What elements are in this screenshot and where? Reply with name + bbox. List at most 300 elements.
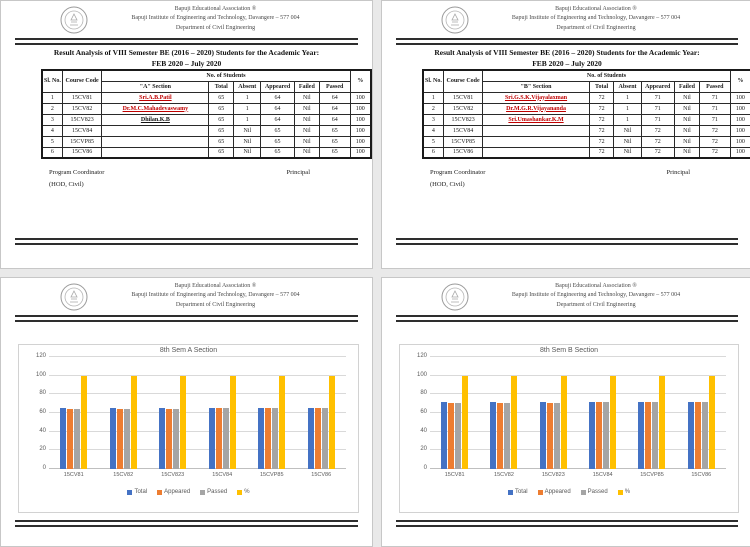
cell-total: 65 (209, 103, 234, 114)
legend-swatch (237, 490, 242, 495)
institution-crest-icon (59, 5, 89, 35)
bar-appeared (117, 409, 123, 469)
cell-failed: Nil (294, 136, 319, 147)
col-sl-no: Sl. No. (42, 70, 62, 92)
y-axis-tick-label: 120 (416, 353, 427, 359)
bar-percent (180, 376, 186, 469)
cell-absent: 1 (234, 92, 261, 103)
institution-crest-icon (59, 282, 89, 312)
cell-failed: Nil (294, 147, 319, 158)
cell-absent: 1 (614, 92, 641, 103)
bar-percent (131, 376, 137, 469)
cell-sl-no: 1 (423, 92, 443, 103)
cell-passed: 64 (319, 92, 350, 103)
bar-total (490, 402, 496, 469)
signature-program-coordinator: Program Coordinator (430, 169, 486, 176)
cell-total: 72 (589, 92, 614, 103)
bar-group-15CV81 (430, 357, 479, 469)
table-row (423, 103, 750, 114)
bar-total (540, 402, 546, 469)
header-association: Bapuji Educational Association ® (174, 6, 257, 12)
bar-appeared (166, 409, 172, 469)
cell-failed: Nil (294, 92, 319, 103)
legend-item-total (127, 489, 147, 495)
header-association: Bapuji Educational Association ® (174, 283, 257, 289)
cell-total: 65 (209, 114, 234, 125)
cell-sl-no: 4 (423, 125, 443, 136)
bar-percent (329, 376, 335, 469)
legend-swatch (157, 490, 162, 495)
bar-passed (272, 408, 278, 469)
legend-label: Appeared (544, 489, 571, 495)
y-axis-tick-label: 80 (420, 390, 427, 397)
signature-program-coordinator: Program Coordinator (49, 169, 105, 176)
bar-total (258, 408, 264, 469)
header-department: Department of Civil Engineering (556, 301, 636, 308)
cell-percent: 100 (350, 114, 371, 125)
cell-percent: 100 (730, 103, 750, 114)
legend-label: Passed (587, 489, 608, 495)
cell-percent: 100 (350, 92, 371, 103)
bar-passed (603, 402, 609, 469)
letterhead (1, 282, 372, 314)
result-table-a (41, 69, 372, 159)
cell-total: 65 (209, 147, 234, 158)
col-course-code: Course Code (443, 70, 483, 92)
cell-sl-no: 2 (423, 103, 443, 114)
bar-group-15CVP85 (247, 357, 297, 469)
cell-absent: 1 (234, 114, 261, 125)
cell-sl-no: 6 (423, 147, 443, 158)
cell-absent: Nil (234, 147, 261, 158)
y-axis-tick-label: 20 (420, 446, 427, 453)
bar-percent (81, 376, 87, 469)
legend-label: Passed (207, 489, 228, 495)
col-total: Total (209, 81, 234, 92)
bar-appeared (497, 403, 503, 469)
bar-percent (462, 376, 468, 469)
table-row (42, 125, 371, 136)
cell-course-code: 15CV86 (62, 147, 102, 158)
col-passed: Passed (700, 81, 731, 92)
bar-passed (652, 402, 658, 469)
institution-crest-icon (440, 5, 470, 35)
legend-item-appeared (157, 489, 190, 495)
legend-label: Appeared (164, 489, 191, 495)
cell-course-code: 15CV81 (443, 92, 483, 103)
legend-item-percent (618, 489, 630, 495)
bar-appeared (547, 403, 553, 469)
bar-total (209, 408, 215, 469)
cell-sl-no: 3 (423, 114, 443, 125)
x-axis-labels (430, 472, 726, 478)
legend-item-appeared (538, 489, 571, 495)
cell-teacher-name (102, 147, 209, 158)
header-institute: Bapuji Institute of Engineering and Technology, Davangere – 577 004 (511, 15, 681, 22)
cell-teacher-name: Sri.A.B.Patil (102, 92, 209, 103)
bar-percent (561, 376, 567, 469)
table-row (423, 136, 750, 147)
bar-group-15CV81 (49, 357, 99, 469)
header-institute: Bapuji Institute of Engineering and Technology, Davangere – 577 004 (511, 292, 681, 299)
col-section: "A" Section (102, 81, 209, 92)
header-divider (396, 315, 738, 322)
y-axis-tick-label: 40 (420, 427, 427, 434)
bar-group-15CV823 (148, 357, 198, 469)
cell-total: 72 (589, 136, 614, 147)
col-appeared: Appeared (261, 81, 294, 92)
cell-teacher-name: Dr.M.G.R.Vijayananda (483, 103, 589, 114)
cell-failed: Nil (674, 136, 699, 147)
cell-passed: 65 (319, 136, 350, 147)
legend-label: % (244, 489, 250, 495)
col-failed: Failed (674, 81, 699, 92)
cell-failed: Nil (674, 125, 699, 136)
x-axis-tick-label: 15CVP85 (259, 472, 284, 478)
cell-total: 72 (589, 103, 614, 114)
cell-course-code: 15CV84 (443, 125, 483, 136)
bar-chart-section-b (399, 344, 739, 513)
letterhead (382, 5, 750, 37)
cell-sl-no: 6 (42, 147, 62, 158)
cell-course-code: 15CV82 (62, 103, 102, 114)
col-sl-no: Sl. No. (423, 70, 443, 92)
table-row (42, 136, 371, 147)
cell-teacher-name: Sri.G.S.K.Vijayalaxman (483, 92, 589, 103)
cell-course-code: 15CVP85 (443, 136, 483, 147)
cell-passed: 71 (700, 92, 731, 103)
table-row (423, 125, 750, 136)
cell-passed: 64 (319, 114, 350, 125)
bar-percent (279, 376, 285, 469)
bar-passed (124, 409, 130, 469)
bar-appeared (216, 408, 222, 469)
document-page-1[interactable] (0, 0, 373, 269)
document-page-3[interactable] (0, 277, 373, 547)
cell-absent: Nil (614, 147, 641, 158)
x-axis-tick-label: 15CV823 (161, 472, 185, 478)
cell-course-code: 15CVP85 (62, 136, 102, 147)
institution-crest-icon (440, 282, 470, 312)
bar-group-15CV84 (198, 357, 248, 469)
col-appeared: Appeared (641, 81, 674, 92)
table-row (42, 103, 371, 114)
cell-passed: 71 (700, 114, 731, 125)
cell-failed: Nil (674, 92, 699, 103)
cell-teacher-name (102, 125, 209, 136)
cell-total: 72 (589, 114, 614, 125)
cell-appeared: 65 (261, 147, 294, 158)
signature-hod: (HOD, Civil) (49, 181, 84, 188)
bar-passed (74, 409, 80, 469)
cell-percent: 100 (350, 147, 371, 158)
cell-percent: 100 (350, 103, 371, 114)
cell-absent: 1 (614, 114, 641, 125)
table-row (423, 92, 750, 103)
legend-label: Total (134, 489, 148, 495)
x-axis-labels (49, 472, 346, 478)
bar-passed (173, 409, 179, 469)
legend-swatch (508, 490, 513, 495)
document-page-4[interactable] (381, 277, 750, 547)
bar-appeared (315, 408, 321, 469)
bar-percent (511, 376, 517, 469)
cell-percent: 100 (730, 147, 750, 158)
y-axis-tick-label: 60 (420, 409, 427, 415)
cell-total: 65 (209, 125, 234, 136)
bar-total (60, 408, 66, 469)
report-title: Result Analysis of VIII Semester BE (2016 – 2020) Students for the Academic Year: FEB 2020 – July 2020 (53, 48, 320, 68)
bar-appeared (695, 402, 701, 469)
cell-appeared: 64 (261, 103, 294, 114)
cell-absent: Nil (614, 136, 641, 147)
cell-teacher-name (483, 147, 589, 158)
bar-appeared (67, 409, 73, 469)
cell-teacher-name: Dhilan.K.B (102, 114, 209, 125)
table-row (42, 92, 371, 103)
cell-absent: Nil (234, 136, 261, 147)
letterhead (1, 5, 372, 37)
legend-swatch (200, 490, 205, 495)
cell-appeared: 65 (261, 136, 294, 147)
header-department: Department of Civil Engineering (175, 24, 256, 31)
signature-hod: (HOD, Civil) (430, 181, 465, 188)
col-total: Total (589, 81, 614, 92)
signature-principal: Principal (666, 169, 690, 176)
bar-total (441, 402, 447, 469)
cell-passed: 71 (700, 103, 731, 114)
cell-sl-no: 4 (42, 125, 62, 136)
col-percent: % (730, 70, 750, 92)
table-row (423, 114, 750, 125)
cell-failed: Nil (674, 147, 699, 158)
footer-divider (15, 520, 358, 527)
bar-total (688, 402, 694, 469)
cell-course-code: 15CV823 (443, 114, 483, 125)
bar-group-15CV82 (99, 357, 149, 469)
cell-percent: 100 (730, 136, 750, 147)
bar-group-15CV823 (529, 357, 578, 469)
header-department: Department of Civil Engineering (556, 24, 636, 31)
cell-sl-no: 3 (42, 114, 62, 125)
cell-passed: 72 (700, 147, 731, 158)
y-axis-tick-label: 120 (35, 353, 46, 359)
result-table (422, 69, 750, 159)
table-row (423, 147, 750, 158)
cell-passed: 65 (319, 125, 350, 136)
bar-total (638, 402, 644, 469)
header-divider (15, 38, 358, 45)
y-axis-tick-label: 20 (39, 446, 46, 453)
bar-chart-section-a (18, 344, 359, 513)
cell-teacher-name (102, 136, 209, 147)
cell-absent: 1 (614, 103, 641, 114)
cell-failed: Nil (674, 114, 699, 125)
cell-appeared: 72 (641, 125, 674, 136)
x-axis-tick-label: 15CV82 (494, 472, 514, 478)
cell-appeared: 71 (641, 92, 674, 103)
x-axis-tick-label: 15CV86 (691, 472, 712, 478)
header-association: Bapuji Educational Association ® (555, 283, 637, 289)
bar-appeared (645, 402, 651, 469)
bar-passed (504, 403, 510, 469)
cell-total: 65 (209, 136, 234, 147)
cell-appeared: 72 (641, 147, 674, 158)
bar-group-15CVP85 (627, 357, 676, 469)
bar-total (110, 408, 116, 469)
y-axis-tick-label: 80 (39, 390, 46, 397)
bar-group-15CV84 (578, 357, 627, 469)
cell-sl-no: 1 (42, 92, 62, 103)
bar-total (159, 408, 165, 469)
bar-group-15CV86 (297, 357, 347, 469)
col-group-no-of-students: No. of Students (483, 70, 730, 81)
cell-sl-no: 5 (42, 136, 62, 147)
legend-item-percent (237, 489, 249, 495)
cell-failed: Nil (294, 114, 319, 125)
cell-teacher-name (483, 125, 589, 136)
y-axis-tick-label: 60 (39, 409, 46, 415)
cell-appeared: 71 (641, 103, 674, 114)
y-axis-tick-label: 40 (39, 427, 46, 434)
letterhead (382, 282, 750, 314)
legend-label: % (624, 489, 631, 495)
col-absent: Absent (614, 81, 641, 92)
cell-course-code: 15CV82 (443, 103, 483, 114)
cell-passed: 72 (700, 136, 731, 147)
table-row (42, 114, 371, 125)
header-divider (15, 315, 358, 322)
report-title: Result Analysis of VIII Semester BE (2016 – 2020) Students for the Academic Year: FEB 2020 – July 2020 (434, 48, 700, 68)
y-axis-tick-label: 0 (42, 465, 46, 471)
col-absent: Absent (234, 81, 261, 92)
cell-sl-no: 2 (42, 103, 62, 114)
cell-appeared: 65 (261, 125, 294, 136)
cell-appeared: 64 (261, 114, 294, 125)
cell-passed: 64 (319, 103, 350, 114)
legend-swatch (538, 490, 543, 495)
col-passed: Passed (319, 81, 350, 92)
cell-absent: Nil (614, 125, 641, 136)
chart-title: 8th Sem B Section (540, 347, 598, 354)
bar-appeared (448, 403, 454, 469)
cell-failed: Nil (294, 103, 319, 114)
cell-passed: 65 (319, 147, 350, 158)
bar-passed (702, 402, 708, 469)
col-section: "B" Section (483, 81, 589, 92)
cell-passed: 72 (700, 125, 731, 136)
cell-failed: Nil (294, 125, 319, 136)
header-institute: Bapuji Institute of Engineering and Technology, Davangere – 577 004 (131, 15, 300, 22)
bar-percent (659, 376, 665, 469)
chart-plot-area (35, 353, 346, 471)
bar-total (589, 402, 595, 469)
cell-appeared: 64 (261, 92, 294, 103)
x-axis-tick-label: 15CV82 (113, 472, 134, 478)
cell-course-code: 15CV84 (62, 125, 102, 136)
x-axis-tick-label: 15CVP85 (640, 472, 664, 478)
col-percent: % (350, 70, 371, 92)
legend-swatch (127, 490, 132, 495)
cell-appeared: 71 (641, 114, 674, 125)
cell-absent: 1 (234, 103, 261, 114)
legend-item-total (508, 489, 528, 495)
footer-divider (396, 520, 738, 527)
x-axis-tick-label: 15CV84 (212, 472, 233, 478)
cell-percent: 100 (350, 136, 371, 147)
result-table-b (422, 69, 750, 159)
legend-item-passed (581, 489, 608, 495)
legend-swatch (581, 490, 586, 495)
header-association: Bapuji Educational Association ® (555, 6, 637, 12)
y-axis-tick-label: 100 (416, 371, 427, 378)
chart-legend (19, 489, 358, 495)
bar-passed (554, 403, 560, 469)
chart-legend (400, 489, 738, 495)
legend-swatch (618, 490, 623, 495)
chart-title: 8th Sem A Section (159, 347, 218, 354)
table-row (42, 147, 371, 158)
bar-percent (230, 376, 236, 469)
legend-label: Total (514, 489, 528, 495)
cell-percent: 100 (350, 125, 371, 136)
cell-teacher-name (483, 136, 589, 147)
bar-passed (223, 408, 229, 469)
bar-percent (610, 376, 616, 469)
x-axis-tick-label: 15CV84 (592, 472, 613, 478)
bar-total (308, 408, 314, 469)
cell-appeared: 72 (641, 136, 674, 147)
bar-percent (709, 376, 715, 469)
cell-percent: 100 (730, 114, 750, 125)
cell-total: 72 (589, 147, 614, 158)
cell-sl-no: 5 (423, 136, 443, 147)
col-failed: Failed (294, 81, 319, 92)
bar-group-15CV82 (479, 357, 528, 469)
cell-course-code: 15CV86 (443, 147, 483, 158)
footer-divider (15, 238, 358, 245)
header-department: Department of Civil Engineering (175, 301, 256, 308)
cell-total: 65 (209, 92, 234, 103)
col-group-no-of-students: No. of Students (102, 70, 350, 81)
bar-appeared (265, 408, 271, 469)
x-axis-tick-label: 15CV86 (311, 472, 332, 478)
cell-course-code: 15CV81 (62, 92, 102, 103)
document-page-2[interactable] (381, 0, 750, 269)
cell-teacher-name: Dr.M.C.Mahadevaswamy (102, 103, 209, 114)
bar-passed (322, 408, 328, 469)
bar-group-15CV86 (677, 357, 726, 469)
legend-item-passed (200, 489, 227, 495)
x-axis-tick-label: 15CV823 (541, 472, 565, 478)
header-institute: Bapuji Institute of Engineering and Technology, Davangere – 577 004 (131, 292, 300, 299)
x-axis-tick-label: 15CV81 (63, 472, 84, 478)
signature-principal: Principal (286, 169, 310, 176)
cell-failed: Nil (674, 103, 699, 114)
cell-course-code: 15CV823 (62, 114, 102, 125)
chart-plot-area (416, 353, 726, 471)
cell-percent: 100 (730, 92, 750, 103)
cell-teacher-name: Sri.Umashankar.K.M (483, 114, 589, 125)
footer-divider (396, 238, 738, 245)
x-axis-tick-label: 15CV81 (444, 472, 465, 478)
bar-passed (455, 403, 461, 469)
cell-absent: Nil (234, 125, 261, 136)
result-table (41, 69, 372, 159)
cell-percent: 100 (730, 125, 750, 136)
header-divider (396, 38, 738, 45)
bar-appeared (596, 402, 602, 469)
